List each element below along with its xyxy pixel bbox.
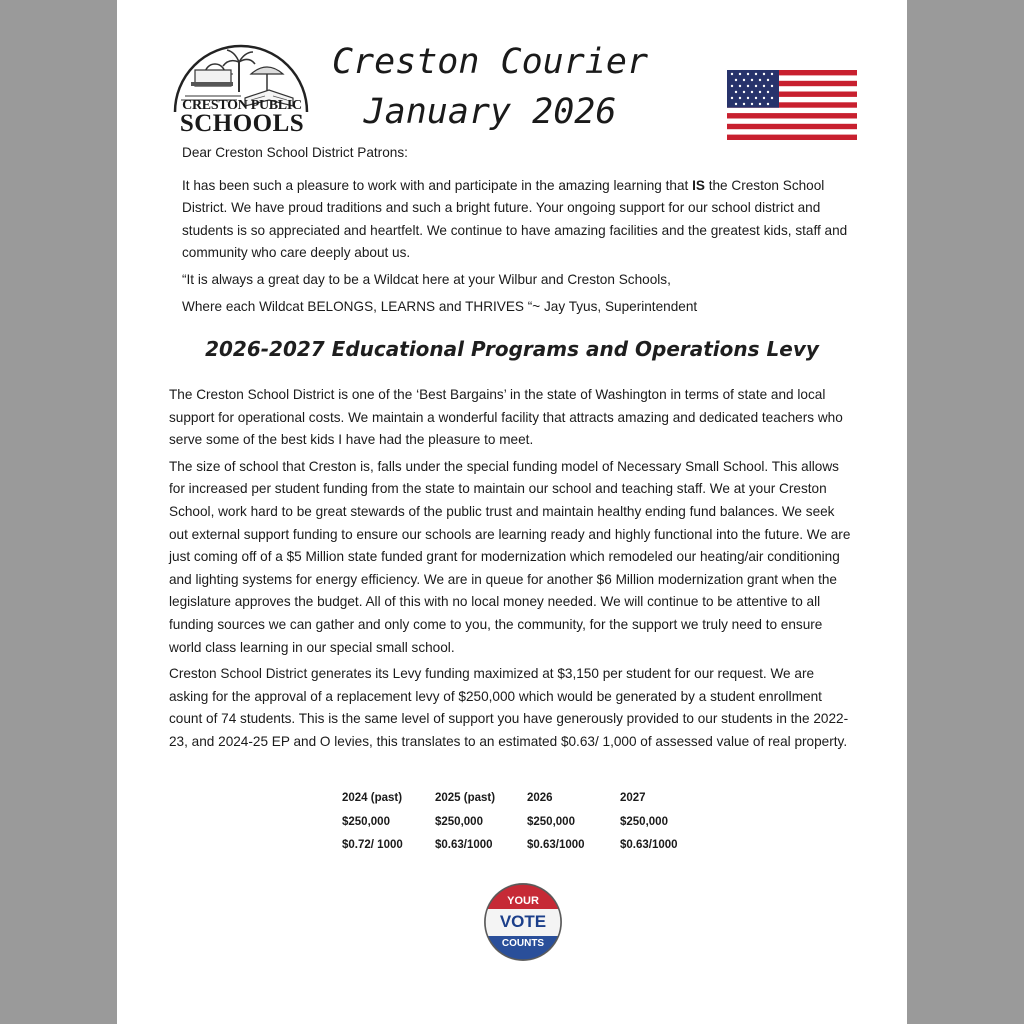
levy-heading: 2026-2027 Educational Programs and Operations Levy: [205, 337, 819, 361]
levy-body: [169, 384, 853, 754]
levy-paragraph-1: The Creston School District is one of the ‘Best Bargains’ in the state of Washington in terms of state and local support for operational costs. We maintain a wonderful facility that attracts amazing and dedicated teachers who serve some of the best kids I have had the pleasure to meet.: [169, 387, 843, 448]
levy-paragraph-2: The size of school that Creston is, falls under the special funding model of Necessary Small School. This allows for increased per student funding from the state to maintain our school and teaching staff. We at your Creston School, work hard to be great stewards of the public trust and maintain healthy ending fund balances. We seek out external support funding to ensure our schools are learning ready and highly functional into the future. We are just coming off of a $5 Million state funded grant for modernization which remodeled our heating/air conditioning and lighting systems for energy efficiency. We are in queue for another $6 Million modernization grant when the legislature approves the budget. All of this with no local money needed. We will continue to be attentive to all funding sources we can gather and only come to you, the community, for the support we truly need to ensure world class learning in our special small school.: [169, 458, 851, 655]
levy-table: [342, 792, 702, 862]
quote-line-2: Where each Wildcat BELONGS, LEARNS and THRIVES “~ Jay Tyus, Superintendent: [182, 298, 698, 314]
table-amount-2026: $250,000: [527, 816, 575, 828]
table-rate-2024: $0.72/ 1000: [342, 839, 403, 851]
letter-p1-bold: IS: [692, 177, 705, 193]
table-header-2025: 2025 (past): [435, 792, 496, 804]
letter-p1-start: It has been such a pleasure to work with and participate in the amazing learning that: [182, 177, 693, 193]
salutation: Dear Creston School District Patrons:: [182, 145, 408, 160]
levy-paragraph-3: Creston School District generates its Levy funding maximized at $3,150 per student for our request. We are asking for the approval of a replacement levy of $250,000 which would be generated by a student enrollment count of 74 students. This is the same level of support you have generously provided to our students in the 2022-23, and 2024-25 EP and O levies, this translates to an estimated $0.63/ 1,000 of assessed value of real property.: [169, 666, 849, 749]
table-amount-2025: $250,000: [435, 816, 483, 828]
newsletter-title: Creston Courier: [331, 42, 649, 82]
vote-badge-middle: VOTE: [499, 912, 547, 931]
table-rate-2027: $0.63/1000: [620, 839, 678, 851]
vote-badge-bottom: COUNTS: [501, 938, 545, 949]
table-amount-2024: $250,000: [342, 816, 390, 828]
letter-p1-end: the Creston School District. We have proud traditions and such a bright future. Your ongoing support for our school district and students is so appreciated and heartfelt. We continue to have amazing facilities and the greatest kids, staff and community who care deeply about us.: [182, 177, 848, 261]
newsletter-date: January 2026: [363, 92, 617, 132]
american-flag-icon: [727, 70, 857, 140]
table-amount-2027: $250,000: [620, 816, 668, 828]
table-rate-2025: $0.63/1000: [435, 839, 493, 851]
logo-text-bottom: SCHOOLS: [179, 110, 305, 137]
table-rate-2026: $0.63/1000: [527, 839, 585, 851]
newsletter-page: [117, 0, 907, 1024]
vote-button-badge: [483, 882, 563, 962]
school-logo: [167, 40, 317, 144]
logo-text-top: CRESTON PUBLIC: [182, 98, 302, 113]
letter-paragraph: [182, 175, 850, 265]
letter-block: [182, 142, 850, 318]
quote-line-1: “It is always a great day to be a Wildcat here at your Wilbur and Creston Schools,: [182, 271, 671, 287]
american-flag: [727, 70, 857, 140]
table-header-2027: 2027: [620, 792, 646, 804]
table-header-2026: 2026: [527, 792, 553, 804]
table-header-2024: 2024 (past): [342, 792, 403, 804]
vote-badge-top: YOUR: [507, 895, 539, 907]
